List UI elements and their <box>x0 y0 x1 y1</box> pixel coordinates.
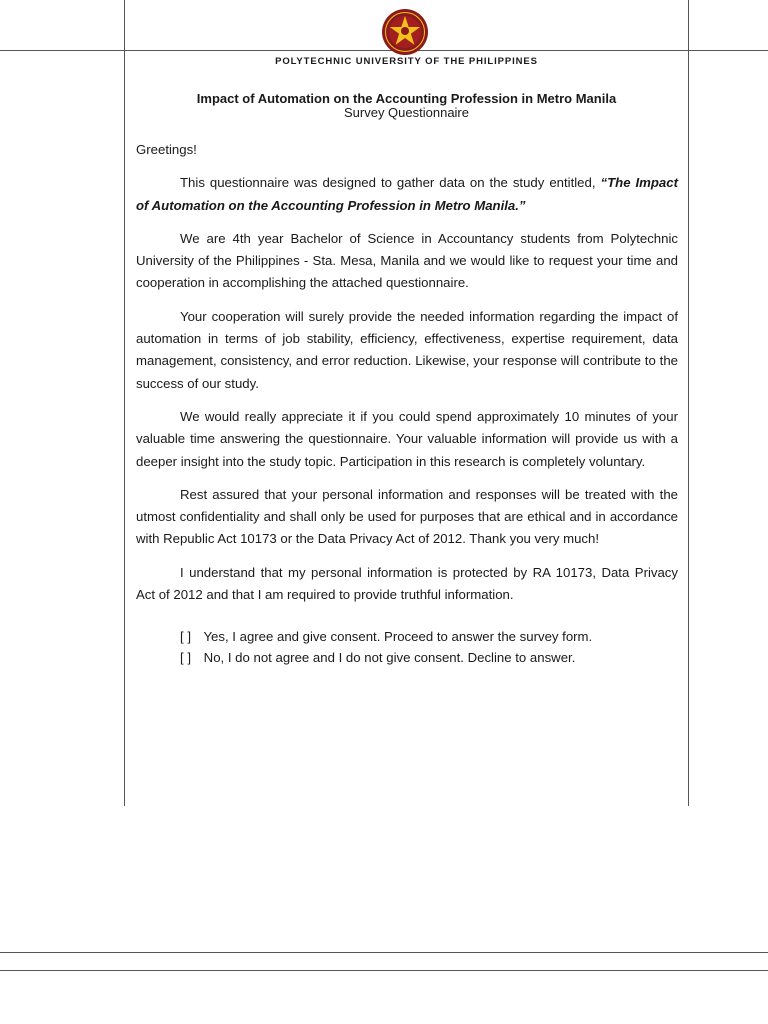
checkbox-yes[interactable]: [ ] <box>180 629 191 645</box>
cooperation-paragraph: Your cooperation will surely provide the needed information regarding the impact of automation in terms of job stability, efficiency, effectiveness, expertise requirement, data management, consistency, and error reduction. Likewise, your response will contribute to the success of our study. <box>136 308 678 391</box>
consent-options <box>136 626 678 668</box>
letter-body <box>136 139 678 668</box>
consent-option-yes[interactable] <box>180 626 678 647</box>
pup-seal-icon <box>381 8 429 56</box>
option-yes-label: Yes, I agree and give consent. Proceed to answer the survey form. <box>203 629 593 645</box>
students-paragraph: We are 4th year Bachelor of Science in Accountancy students from Polytechnic University of the Philippines - Sta. Mesa, Manila and we would like to request your time and cooperation in accomplishing the attached questionnaire. <box>136 230 678 291</box>
footer-rule-bottom <box>0 970 768 971</box>
consent-option-no[interactable] <box>180 647 678 668</box>
document-subtitle: Survey Questionnaire <box>343 105 469 120</box>
option-no-label: No, I do not agree and I do not give consent. Decline to answer. <box>203 650 576 666</box>
document-title: Impact of Automation on the Accounting Profession in Metro Manila <box>196 91 617 106</box>
time-paragraph: We would really appreciate it if you could spend approximately 10 minutes of your valuable time answering the questionnaire. Your valuable information will provide us with a deeper insight into the study topic. Participation in this research is completely voluntary. <box>136 408 678 469</box>
consent-paragraph: I understand that my personal information is protected by RA 10173, Data Privacy Act of 2012 and that I am required to provide truthful information. <box>136 564 678 603</box>
right-margin-line <box>688 0 689 806</box>
study-title-emphasis: “The Impact of Automation on the Accounting Profession in Metro Manila.” <box>136 175 678 213</box>
university-name: POLYTECHNIC UNIVERSITY OF THE PHILIPPINES <box>275 56 538 67</box>
greeting: Greetings! <box>136 142 197 157</box>
confidentiality-paragraph: Rest assured that your personal information and responses will be treated with the utmost confidentiality and shall only be used for purposes that are ethical and in accordance with Republic Act 10173 or the Data Privacy Act of 2012. Thank you very much! <box>136 486 678 547</box>
intro-paragraph <box>136 172 678 217</box>
footer-rule-top <box>0 952 768 953</box>
left-margin-line <box>124 0 125 806</box>
intro-text: This questionnaire was designed to gather data on the study entitled, <box>180 175 601 191</box>
checkbox-no[interactable]: [ ] <box>180 650 191 666</box>
